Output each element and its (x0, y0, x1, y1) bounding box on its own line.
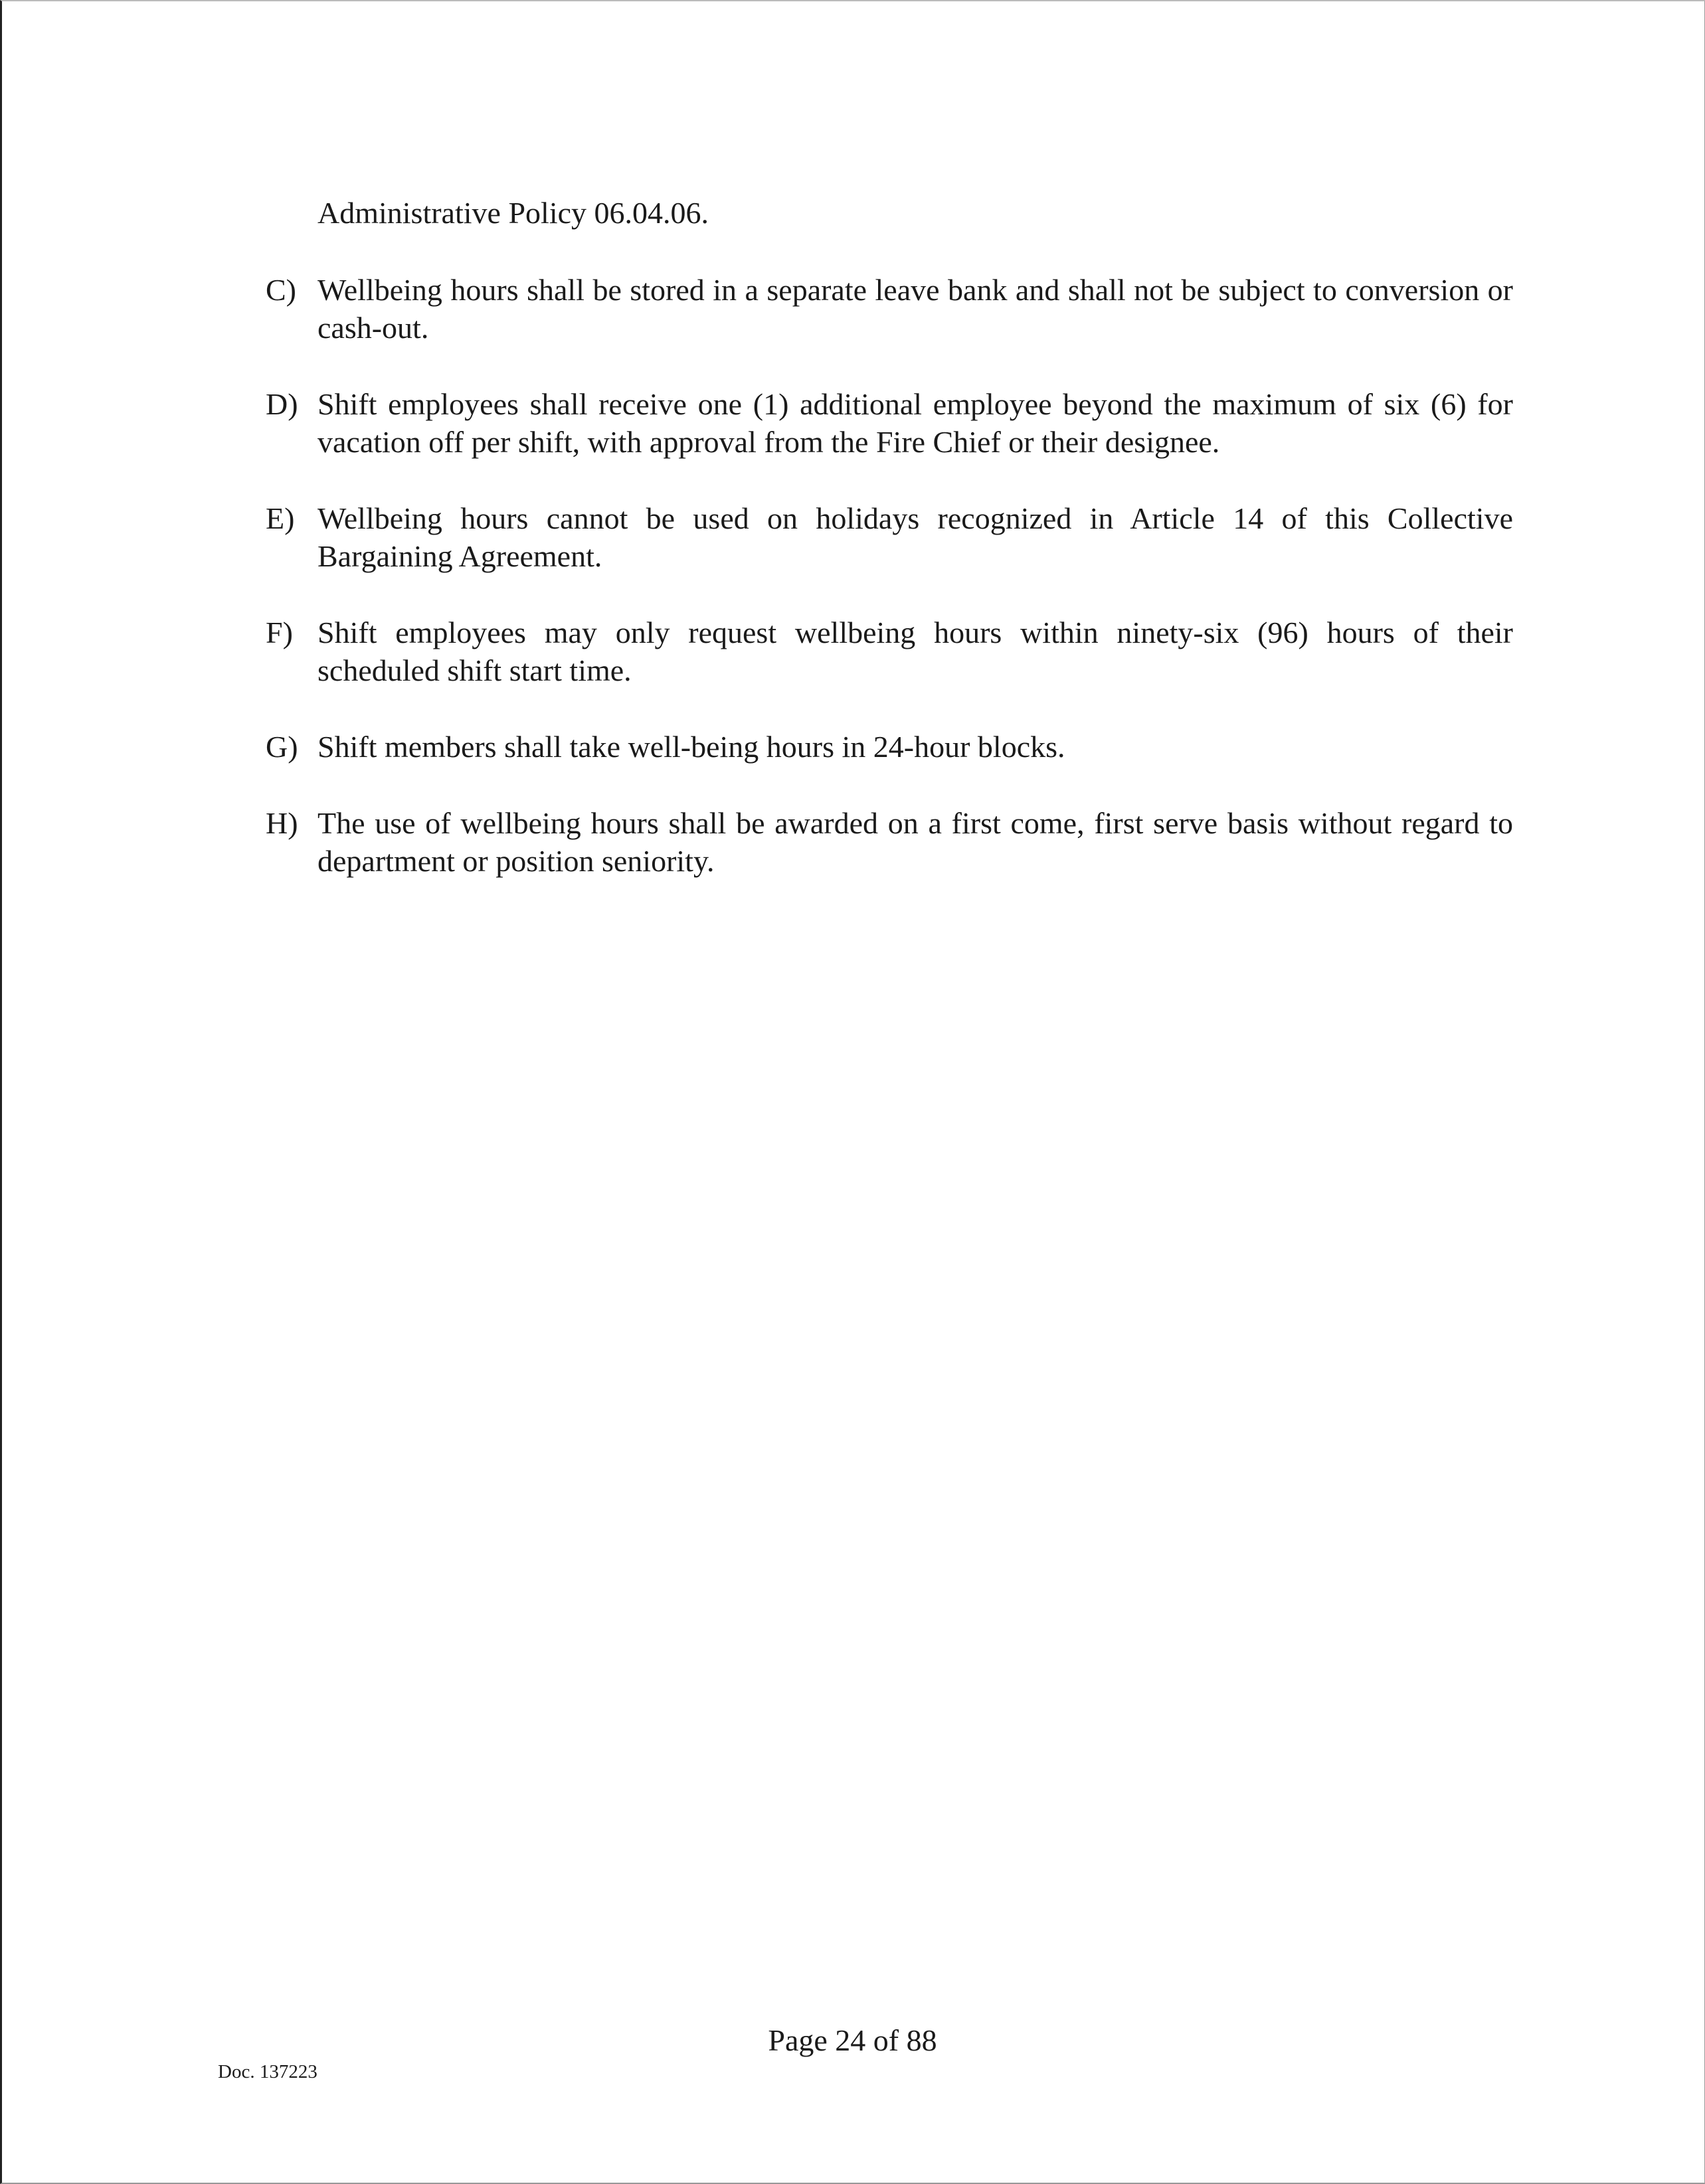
page-number: Page 24 of 88 (768, 2023, 937, 2057)
list-item-c (266, 271, 1513, 347)
item-text: Shift members shall take well-being hours in 24-hour blocks. (317, 730, 1065, 764)
list-item-h (266, 804, 1513, 880)
list-item-d (266, 385, 1513, 461)
continuation-text: Administrative Policy 06.04.06. (317, 196, 709, 230)
item-text: Shift employees shall receive one (1) additional employee beyond the maximum of six (6) for vacation off per shift, with approval from the Fire Chief or their designee. (317, 387, 1513, 459)
item-text: Wellbeing hours cannot be used on holidays recognized in Article 14 of this Collective Bargaining Agreement. (317, 501, 1513, 573)
item-letter: H) (266, 806, 298, 840)
document-id: Doc. 137223 (218, 2061, 317, 2082)
lettered-list (266, 271, 1513, 918)
item-letter: C) (266, 273, 296, 307)
list-item-g (266, 728, 1513, 766)
item-text: Wellbeing hours shall be stored in a separate leave bank and shall not be subject to conversion or cash-out. (317, 273, 1513, 345)
list-item-f (266, 614, 1513, 689)
item-letter: F) (266, 616, 293, 649)
item-text: Shift employees may only request wellbeing hours within ninety-six (96) hours of their scheduled shift start time. (317, 616, 1513, 687)
item-letter: G) (266, 730, 298, 764)
item-letter: E) (266, 501, 295, 535)
item-letter: D) (266, 387, 298, 421)
item-text: The use of wellbeing hours shall be awarded on a first come, first serve basis without regard to department or position seniority. (317, 806, 1513, 878)
list-item-e (266, 499, 1513, 575)
